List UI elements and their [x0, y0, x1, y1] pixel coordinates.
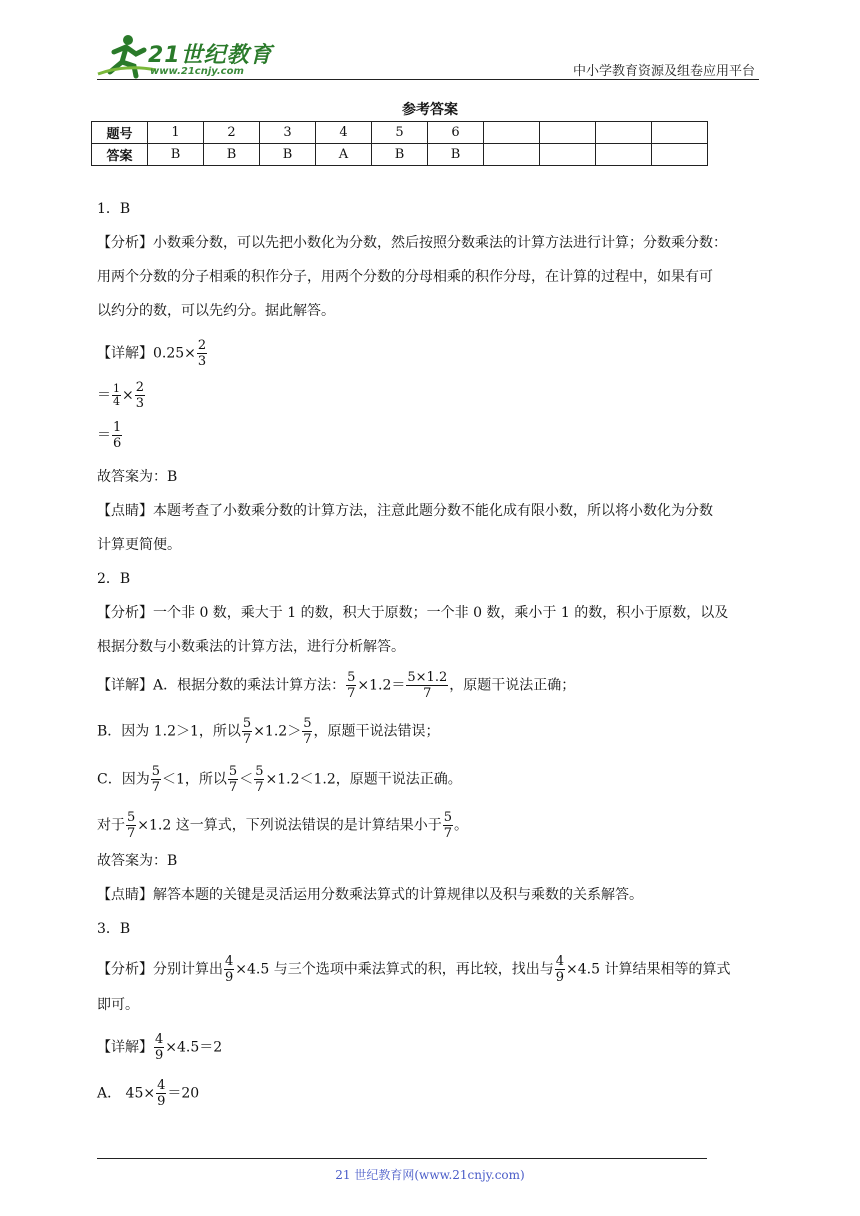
- q2-conclusion: 对于 $\frac{5}{7}$ ×1.2 这一算式，下列说法错误的是计算结果小于 $\frac{5}{7}$ 。: [97, 810, 469, 841]
- q2-analysis: 根据分数与小数乘法的计算方法，进行分析解答。: [97, 639, 405, 655]
- q3-option-a: A． 45× $\frac{4}{9}$ ＝20: [97, 1078, 200, 1109]
- q2-heading: 2．B: [97, 571, 131, 587]
- table-cell: B: [148, 144, 204, 166]
- table-cell: [484, 144, 540, 166]
- header-divider: [97, 79, 759, 80]
- table-cell: [540, 144, 596, 166]
- q3-analysis: 即可。: [97, 997, 139, 1013]
- answer-title: 参考答案: [402, 102, 458, 118]
- q1-step: ＝ $\frac{1}{6}$: [97, 420, 122, 451]
- q3-heading: 3．B: [97, 921, 131, 937]
- q3-detail: 【详解】 $\frac{4}{9}$ ×4.5＝2: [97, 1032, 223, 1063]
- table-cell: [596, 144, 652, 166]
- table-cell: 6: [428, 122, 484, 144]
- table-cell: [540, 122, 596, 144]
- page-header: [0, 0, 860, 90]
- fraction: $\frac{5}{7}$: [151, 764, 160, 795]
- answer-table: [91, 121, 708, 166]
- fraction: $\frac{2}{3}$: [197, 338, 207, 369]
- q1-analysis: 【分析】小数乘分数，可以先把小数化为分数，然后按照分数乘法的计算方法进行计算；分数乘分数：: [97, 235, 727, 251]
- q3-analysis: 【分析】分别计算出 $\frac{4}{9}$ ×4.5 与三个选项中乘法算式的积，再比较，找出与 $\frac{4}{9}$ ×4.5 计算结果相等的算式: [97, 954, 731, 985]
- table-row: [92, 144, 708, 166]
- row-label: 题号: [92, 122, 148, 144]
- q1-heading: 1．B: [97, 201, 131, 217]
- table-cell: 1: [148, 122, 204, 144]
- q2-comment: 【点睛】解答本题的关键是灵活运用分数乘法算式的计算规律以及积与乘数的关系解答。: [97, 887, 643, 903]
- table-cell: B: [372, 144, 428, 166]
- fraction: $\frac{5}{7}$: [347, 670, 356, 701]
- logo-text: 21世纪教育: [148, 43, 273, 68]
- table-cell: 3: [260, 122, 316, 144]
- table-cell: [652, 122, 708, 144]
- fraction: $\frac{5}{7}$: [228, 764, 238, 795]
- q2-answer: 故答案为：B: [97, 853, 178, 869]
- table-cell: [652, 144, 708, 166]
- q1-comment: 【点睛】本题考查了小数乘分数的计算方法，注意此题分数不能化成有限小数，所以将小数化为分数: [97, 503, 713, 519]
- q2-detail-a: 【详解】A．根据分数的乘法计算方法： $\frac{5}{7}$ ×1.2＝ $\frac{5\times 1.2}{7}$ ，原题干说法正确；: [97, 670, 576, 701]
- q1-detail: [97, 338, 208, 369]
- table-cell: 5: [372, 122, 428, 144]
- fraction: $\frac{1}{4}$: [113, 382, 120, 408]
- q2-analysis: 【分析】一个非 0 数，乘大于 1 的数，积大于原数；一个非 0 数，乘小于 1 的数，积小于原数，以及: [97, 605, 729, 621]
- fraction: $\frac{4}{9}$: [155, 1032, 164, 1063]
- q1-answer: 故答案为：B: [97, 469, 178, 485]
- q1-comment: 计算更简便。: [97, 537, 181, 553]
- q2-detail-b: B．因为 1.2＞1，所以 $\frac{5}{7}$ ×1.2＞ $\frac{5}{7}$ ，原题干说法错误；: [97, 716, 440, 747]
- fraction: $\frac{4}{9}$: [225, 954, 234, 985]
- table-row: [92, 122, 708, 144]
- fraction: $\frac{1}{6}$: [113, 420, 122, 451]
- row-label: 答案: [92, 144, 148, 166]
- fraction: $\frac{2}{3}$: [135, 380, 145, 411]
- table-cell: [596, 122, 652, 144]
- logo-url: www.21cnjy.com: [150, 66, 244, 77]
- q1-analysis: 以约分的数，可以先约分。据此解答。: [97, 303, 335, 319]
- q1-step: ＝ $\frac{1}{4}$ × $\frac{2}{3}$: [97, 380, 145, 411]
- platform-name: 中小学教育资源及组卷应用平台: [572, 64, 755, 79]
- fraction: $\frac{4}{9}$: [157, 1078, 166, 1109]
- fraction: $\frac{5}{7}$: [443, 810, 453, 841]
- footer-link[interactable]: 21 世纪教育网(www.21cnjy.com): [335, 1168, 525, 1182]
- fraction: $\frac{5}{7}$: [255, 764, 264, 795]
- q1-detail-label: 【详解】0.25×: [97, 345, 196, 362]
- q2-detail-c: C．因为 $\frac{5}{7}$ ＜1，所以 $\frac{5}{7}$ ＜ $\frac{5}{7}$ ×1.2＜1.2，原题干说法正确。: [97, 764, 462, 795]
- fraction: $\frac{5\times 1.2}{7}$: [407, 670, 448, 701]
- table-cell: B: [204, 144, 260, 166]
- footer-divider: [97, 1158, 707, 1159]
- table-cell: B: [260, 144, 316, 166]
- table-cell: B: [428, 144, 484, 166]
- table-cell: A: [316, 144, 372, 166]
- table-cell: 2: [204, 122, 260, 144]
- table-cell: 4: [316, 122, 372, 144]
- fraction: $\frac{5}{7}$: [127, 810, 136, 841]
- fraction: $\frac{5}{7}$: [303, 716, 312, 747]
- fraction: $\frac{5}{7}$: [242, 716, 252, 747]
- table-cell: [484, 122, 540, 144]
- q1-analysis: 用两个分数的分子相乘的积作分子，用两个分数的分母相乘的积作分母，在计算的过程中，如果有可: [97, 269, 713, 285]
- fraction: $\frac{4}{9}$: [555, 954, 565, 985]
